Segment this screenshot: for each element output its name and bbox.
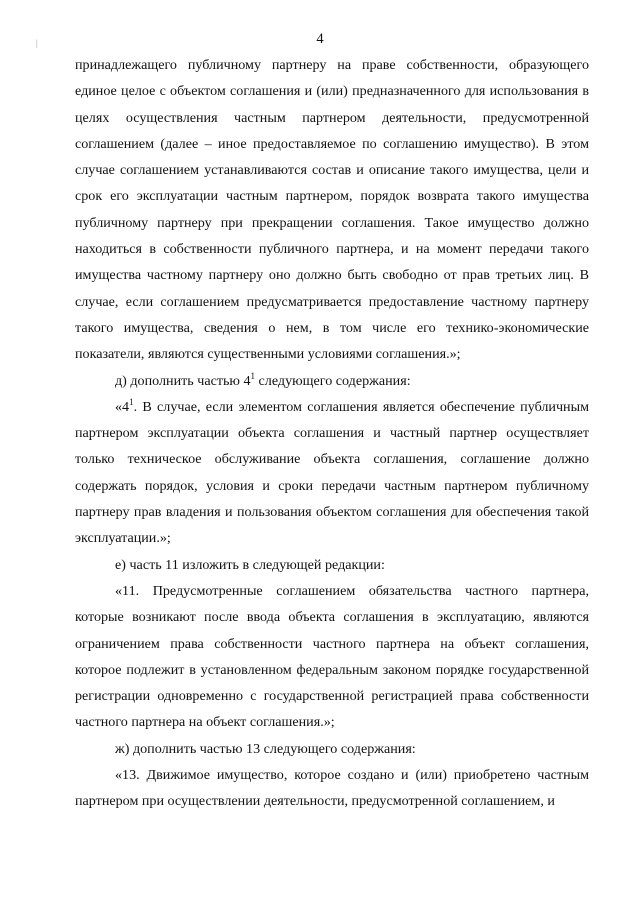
paragraph-continuation: принадлежащего публичному партнеру на праве собственности, образующего единое целое с объектом соглашения и (или) предназначенного для использования в целях осуществления частным партнером деятельности, предусмотренной соглашением (далее – иное предоставляемое по соглашению имущество). В этом случае соглашением устанавливаются состав и описание такого имущества, цели и срок его эксплуатации частным партнером, порядок возврата такого имущества публичному партнеру при прекращении соглашения. Такое имущество должно находиться в собственности публичного партнера, и на момент передачи такого имущества частному партнеру оно должно быть свободно от прав третьих лиц. В случае, если соглашением предусматривается предоставление частному партнеру такого имущества, сведения о нем, в том числе его технико-экономические показатели, являются существенными условиями соглашения.»; bbox=[75, 57, 589, 363]
superscript: 1 bbox=[129, 396, 134, 407]
paragraph-text: следующего содержания: bbox=[255, 372, 411, 389]
paragraph-item-zh: ж) дополнить частью 13 следующего содержания: bbox=[115, 740, 416, 757]
paragraph-text: д) дополнить частью 4 bbox=[115, 372, 251, 389]
paragraph-item-e: е) часть 11 изложить в следующей редакции: bbox=[115, 556, 385, 573]
scan-margin-mark: | bbox=[36, 38, 38, 48]
paragraph-part-11: «11. Предусмотренные соглашением обязательства частного партнера, которые возникают после ввода объекта соглашения в эксплуатацию, являются ограничением права собственности частного партнера на объект соглашения, которое подлежит в установленном федеральным законом порядке государственной регистрации одновременно с государственной регистрацией права собственности частного партнера на объект соглашения.»; bbox=[75, 582, 589, 731]
page-number: 4 bbox=[316, 31, 324, 47]
document-body bbox=[75, 52, 589, 815]
paragraph-part-4-1 bbox=[75, 394, 589, 552]
paragraph-text: . В случае, если элементом соглашения является обеспечение публичным партнером эксплуатации объекта соглашения и частный партнер осуществляет только техническое обслуживание объекта соглашения, соглашение должно содержать порядок, условия и сроки передачи частным партнером публичному партнеру прав владения и пользования объектом соглашения для обеспечения такой эксплуатации.»; bbox=[75, 398, 589, 547]
paragraph-text: «4 bbox=[115, 398, 130, 415]
paragraph-item-d bbox=[75, 368, 589, 394]
superscript: 1 bbox=[250, 370, 256, 381]
paragraph-part-13: «13. Движимое имущество, которое создано и (или) приобретено частным партнером при осуществлении деятельности, предусмотренной соглашением, и bbox=[75, 767, 589, 810]
